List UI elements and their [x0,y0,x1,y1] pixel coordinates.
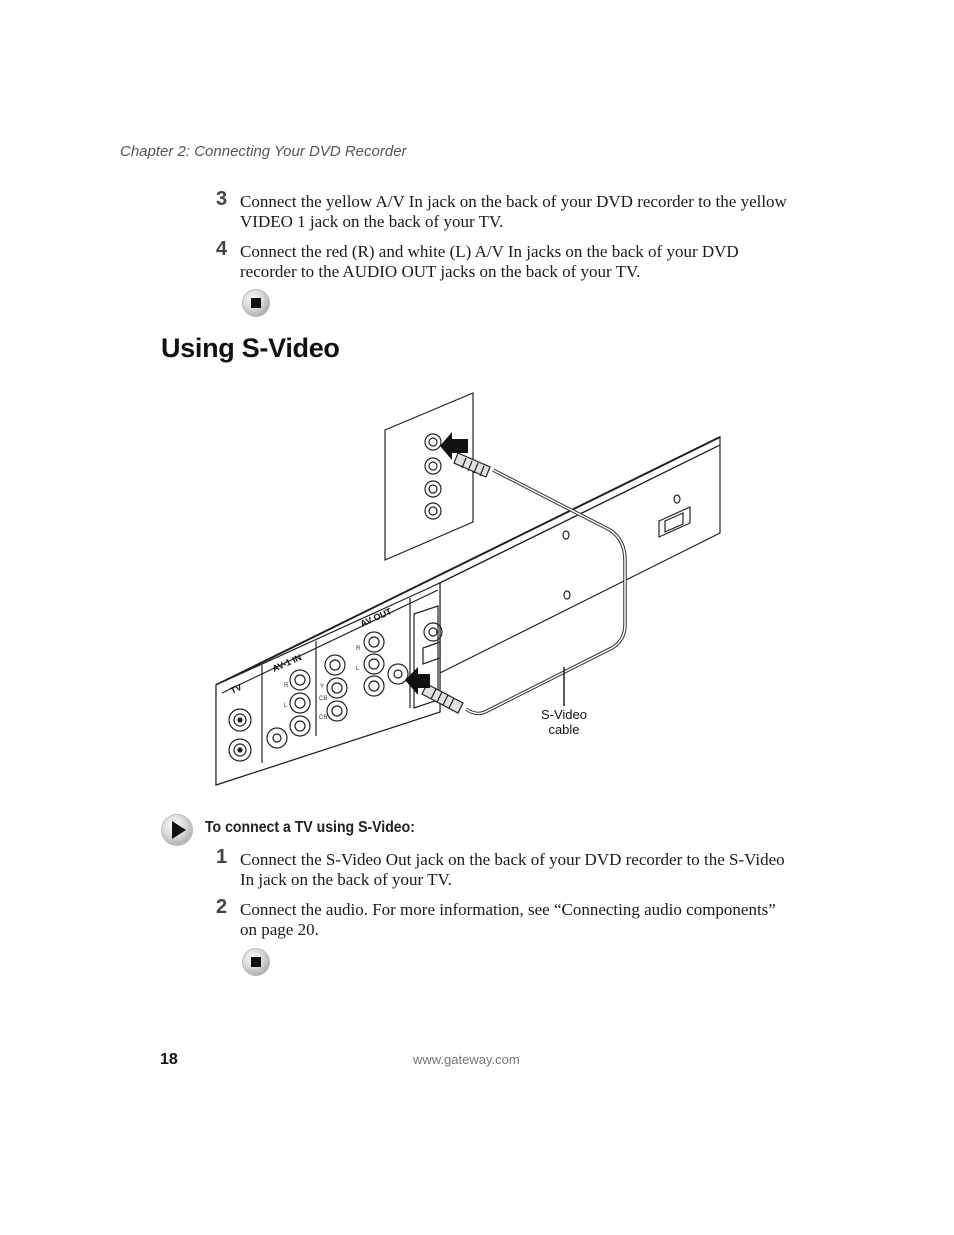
step-text: Connect the S-Video Out jack on the back of your DVD recorder to the S-Video In jack on the back of your TV. [240,850,785,889]
av-out-label: AV OUT [358,606,394,629]
step-number: 1 [216,846,228,868]
page-number: 18 [160,1051,178,1068]
tv-label: TV [228,682,244,696]
step-number: 2 [216,896,228,918]
step-1 [216,846,796,889]
step-text: Connect the yellow A/V In jack on the back of your DVD recorder to the yellow VIDEO 1 jack on the back of your TV. [240,192,787,231]
step-number: 3 [216,188,228,210]
jack-label: L [284,703,288,709]
step-number: 4 [216,238,228,260]
jack-label: R [356,646,361,652]
procedure-arrow-icon [162,815,192,845]
section-title: Using S-Video [161,333,340,363]
av1-in-label: AV-1 IN [270,652,303,674]
stop-icon [243,949,269,975]
jack-label: CR [319,715,328,721]
jack-label: R [284,683,289,689]
jack-label: L [356,666,360,672]
step-text: Connect the audio. For more information, see “Connecting audio components” on page 20. [240,900,776,939]
step-text: Connect the red (R) and white (L) A/V In jacks on the back of your DVD recorder to the AUDIO OUT jacks on the back of your TV. [240,242,739,281]
jack-label: CB [319,696,328,702]
s-video-cable-callout: S-Video cable [540,707,587,737]
jack-label: Y [320,684,325,690]
chapter-header: Chapter 2: Connecting Your DVD Recorder [120,143,407,160]
footer-url: www.gateway.com [413,1052,520,1067]
step-2 [216,896,796,939]
procedure-title: To connect a TV using S-Video: [205,819,415,836]
